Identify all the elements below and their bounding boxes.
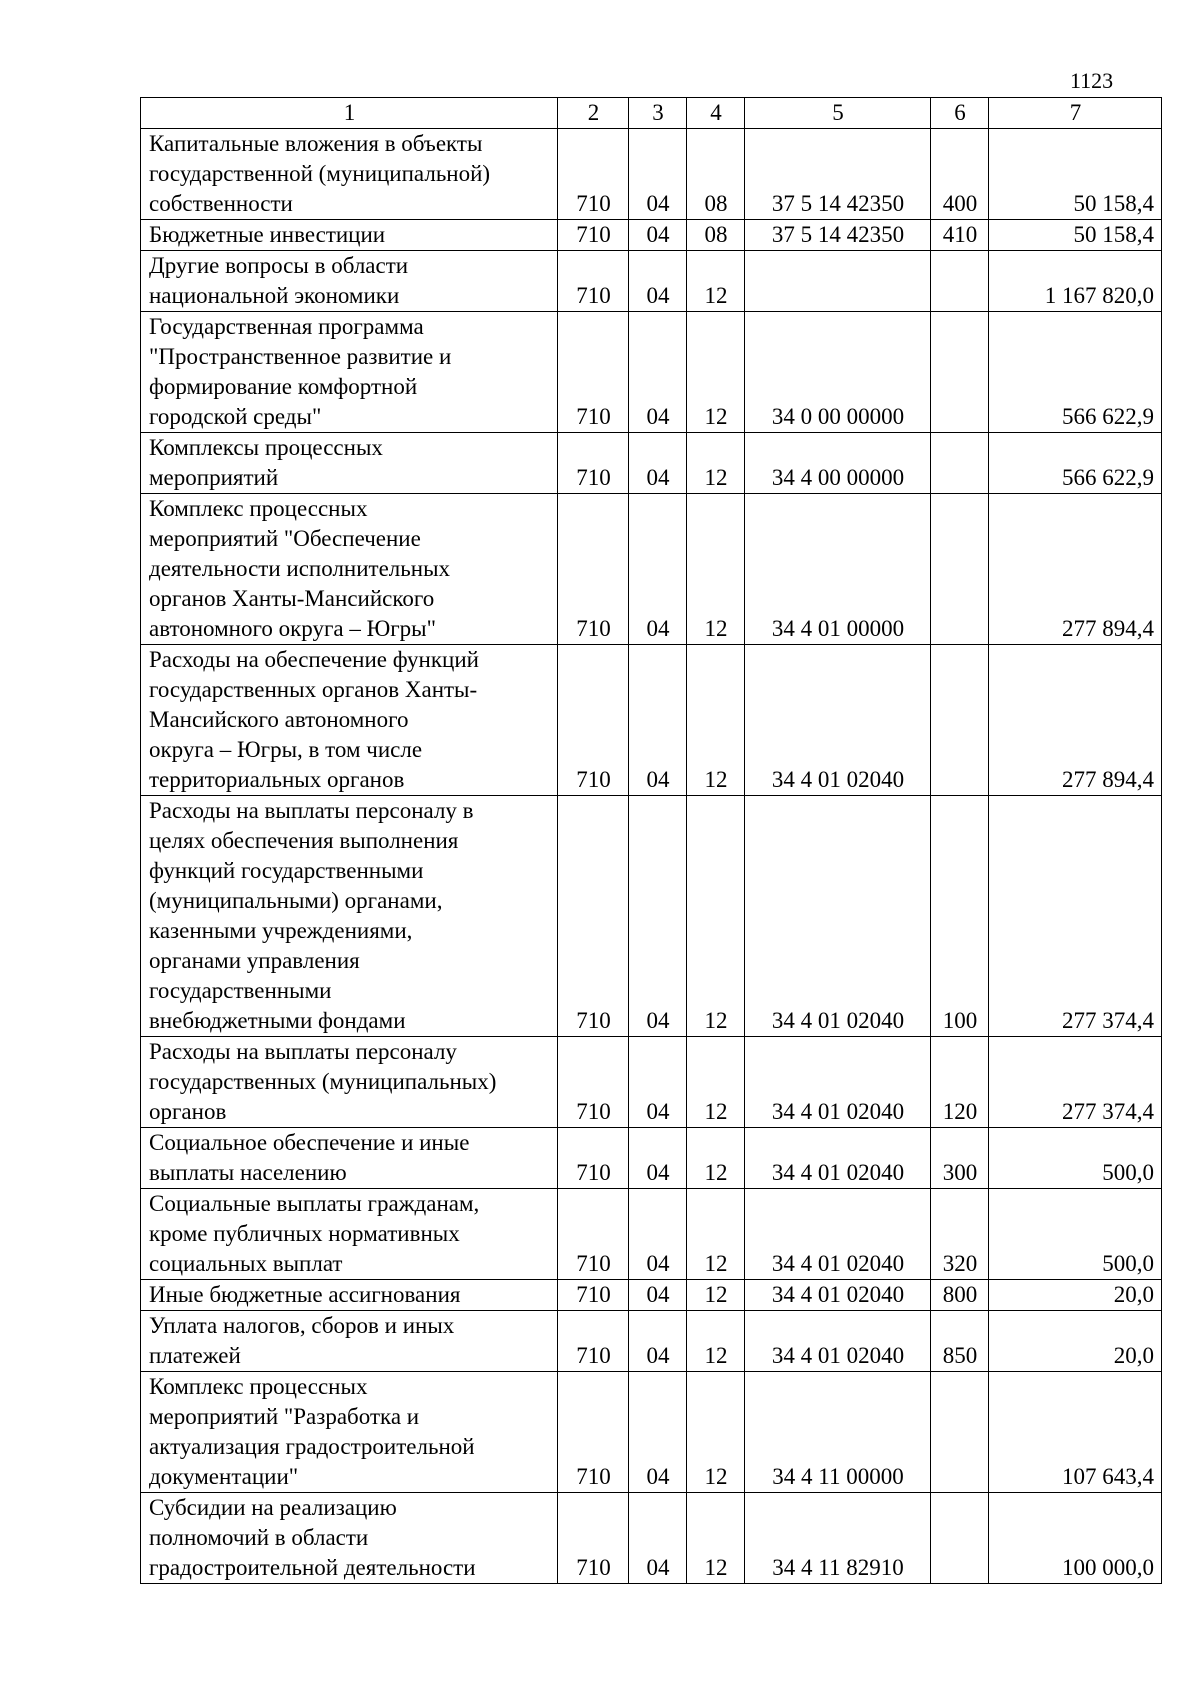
- cell-code: 710: [558, 1128, 629, 1189]
- row-name-cell: Иные бюджетные ассигнования: [141, 1280, 558, 1311]
- table-body: [141, 129, 1162, 1584]
- cell-subsection: 12: [687, 312, 745, 433]
- row-name-cell: Другие вопросы в области национальной экономики: [141, 251, 558, 312]
- cell-code: 710: [558, 312, 629, 433]
- cell-target-article: 34 4 01 02040: [745, 1189, 931, 1280]
- cell-amount: 107 643,4: [989, 1372, 1162, 1493]
- row-name-cell: Комплекс процессных мероприятий "Обеспечение деятельности исполнительных органов Ханты-Мансийского автономного округа – Югры": [141, 494, 558, 645]
- cell-subsection: 08: [687, 129, 745, 220]
- cell-section: 04: [629, 1372, 687, 1493]
- cell-section: 04: [629, 1128, 687, 1189]
- cell-subsection: 12: [687, 494, 745, 645]
- cell-subsection: 12: [687, 1037, 745, 1128]
- column-header-3: 3: [629, 98, 687, 129]
- row-name-cell: Комплексы процессных мероприятий: [141, 433, 558, 494]
- row-name-cell: Расходы на выплаты персоналу в целях обеспечения выполнения функций государственными (муниципальными) органами, казенными учреждениями, органами управления государственными внебюджетными фондами: [141, 796, 558, 1037]
- table-row: [141, 1372, 1162, 1493]
- cell-target-article: 34 4 01 02040: [745, 1128, 931, 1189]
- cell-subsection: 12: [687, 796, 745, 1037]
- cell-target-article: 34 4 01 02040: [745, 1311, 931, 1372]
- cell-amount: 100 000,0: [989, 1493, 1162, 1584]
- column-header-1: 1: [141, 98, 558, 129]
- cell-expense-type: [931, 433, 989, 494]
- cell-code: 710: [558, 1372, 629, 1493]
- cell-code: 710: [558, 1189, 629, 1280]
- cell-code: 710: [558, 494, 629, 645]
- cell-amount: 20,0: [989, 1311, 1162, 1372]
- budget-table: [140, 97, 1162, 1584]
- cell-subsection: 12: [687, 1280, 745, 1311]
- table-row: [141, 1493, 1162, 1584]
- column-header-4: 4: [687, 98, 745, 129]
- table-row: [141, 129, 1162, 220]
- table-row: [141, 494, 1162, 645]
- cell-subsection: 08: [687, 220, 745, 251]
- cell-expense-type: 850: [931, 1311, 989, 1372]
- table-row: [141, 1189, 1162, 1280]
- row-name-cell: Комплекс процессных мероприятий "Разработка и актуализация градостроительной документации": [141, 1372, 558, 1493]
- table-row: [141, 251, 1162, 312]
- column-header-6: 6: [931, 98, 989, 129]
- table-row: [141, 645, 1162, 796]
- cell-expense-type: 800: [931, 1280, 989, 1311]
- row-name-cell: Социальные выплаты гражданам, кроме публичных нормативных социальных выплат: [141, 1189, 558, 1280]
- cell-section: 04: [629, 1311, 687, 1372]
- cell-code: 710: [558, 1280, 629, 1311]
- cell-code: 710: [558, 645, 629, 796]
- cell-section: 04: [629, 1280, 687, 1311]
- cell-expense-type: 300: [931, 1128, 989, 1189]
- cell-target-article: 37 5 14 42350: [745, 220, 931, 251]
- cell-amount: 20,0: [989, 1280, 1162, 1311]
- column-header-5: 5: [745, 98, 931, 129]
- cell-amount: 277 374,4: [989, 1037, 1162, 1128]
- row-name-cell: Капитальные вложения в объекты государственной (муниципальной) собственности: [141, 129, 558, 220]
- cell-target-article: 34 4 01 02040: [745, 645, 931, 796]
- cell-target-article: 34 4 11 00000: [745, 1372, 931, 1493]
- cell-subsection: 12: [687, 433, 745, 494]
- cell-code: 710: [558, 1311, 629, 1372]
- cell-expense-type: 410: [931, 220, 989, 251]
- cell-code: 710: [558, 1037, 629, 1128]
- cell-amount: 566 622,9: [989, 433, 1162, 494]
- cell-amount: 566 622,9: [989, 312, 1162, 433]
- cell-section: 04: [629, 312, 687, 433]
- cell-target-article: 34 0 00 00000: [745, 312, 931, 433]
- cell-target-article: 34 4 01 02040: [745, 1280, 931, 1311]
- cell-subsection: 12: [687, 1128, 745, 1189]
- cell-section: 04: [629, 1189, 687, 1280]
- cell-expense-type: [931, 251, 989, 312]
- cell-amount: 1 167 820,0: [989, 251, 1162, 312]
- row-name-cell: Уплата налогов, сборов и иных платежей: [141, 1311, 558, 1372]
- cell-amount: 500,0: [989, 1128, 1162, 1189]
- cell-amount: 277 894,4: [989, 645, 1162, 796]
- cell-section: 04: [629, 494, 687, 645]
- cell-section: 04: [629, 645, 687, 796]
- cell-subsection: 12: [687, 1189, 745, 1280]
- table-row: [141, 1280, 1162, 1311]
- cell-code: 710: [558, 796, 629, 1037]
- cell-code: 710: [558, 220, 629, 251]
- table-row: [141, 220, 1162, 251]
- cell-section: 04: [629, 129, 687, 220]
- cell-subsection: 12: [687, 1493, 745, 1584]
- cell-section: 04: [629, 796, 687, 1037]
- row-name-cell: Государственная программа "Пространственное развитие и формирование комфортной городской среды": [141, 312, 558, 433]
- cell-target-article: 34 4 00 00000: [745, 433, 931, 494]
- cell-code: 710: [558, 1493, 629, 1584]
- cell-target-article: 34 4 01 02040: [745, 1037, 931, 1128]
- column-header-7: 7: [989, 98, 1162, 129]
- column-header-2: 2: [558, 98, 629, 129]
- cell-expense-type: 320: [931, 1189, 989, 1280]
- row-name-cell: Субсидии на реализацию полномочий в области градостроительной деятельности: [141, 1493, 558, 1584]
- cell-amount: 50 158,4: [989, 220, 1162, 251]
- cell-subsection: 12: [687, 1372, 745, 1493]
- cell-section: 04: [629, 433, 687, 494]
- cell-subsection: 12: [687, 1311, 745, 1372]
- cell-amount: 277 894,4: [989, 494, 1162, 645]
- cell-section: 04: [629, 251, 687, 312]
- cell-section: 04: [629, 220, 687, 251]
- page-number: 1123: [1070, 68, 1114, 93]
- row-name-cell: Бюджетные инвестиции: [141, 220, 558, 251]
- cell-target-article: 34 4 01 02040: [745, 796, 931, 1037]
- cell-target-article: [745, 251, 931, 312]
- cell-amount: 500,0: [989, 1189, 1162, 1280]
- cell-code: 710: [558, 433, 629, 494]
- row-name-cell: Социальное обеспечение и иные выплаты населению: [141, 1128, 558, 1189]
- cell-target-article: 34 4 01 00000: [745, 494, 931, 645]
- cell-target-article: 37 5 14 42350: [745, 129, 931, 220]
- cell-expense-type: 120: [931, 1037, 989, 1128]
- cell-section: 04: [629, 1493, 687, 1584]
- cell-target-article: 34 4 11 82910: [745, 1493, 931, 1584]
- cell-subsection: 12: [687, 251, 745, 312]
- cell-amount: 277 374,4: [989, 796, 1162, 1037]
- cell-expense-type: [931, 1493, 989, 1584]
- table-row: [141, 1128, 1162, 1189]
- cell-expense-type: [931, 312, 989, 433]
- table-row: [141, 312, 1162, 433]
- row-name-cell: Расходы на выплаты персоналу государственных (муниципальных) органов: [141, 1037, 558, 1128]
- row-name-cell: Расходы на обеспечение функций государственных органов Ханты- Мансийского автономного округа – Югры, в том числе территориальных органов: [141, 645, 558, 796]
- table-row: [141, 1037, 1162, 1128]
- cell-amount: 50 158,4: [989, 129, 1162, 220]
- table-row: [141, 796, 1162, 1037]
- cell-code: 710: [558, 129, 629, 220]
- table-row: [141, 1311, 1162, 1372]
- table-row: [141, 433, 1162, 494]
- cell-expense-type: [931, 1372, 989, 1493]
- cell-expense-type: [931, 645, 989, 796]
- cell-expense-type: 400: [931, 129, 989, 220]
- cell-section: 04: [629, 1037, 687, 1128]
- cell-expense-type: 100: [931, 796, 989, 1037]
- cell-subsection: 12: [687, 645, 745, 796]
- cell-expense-type: [931, 494, 989, 645]
- header-row: [141, 98, 1162, 129]
- cell-code: 710: [558, 251, 629, 312]
